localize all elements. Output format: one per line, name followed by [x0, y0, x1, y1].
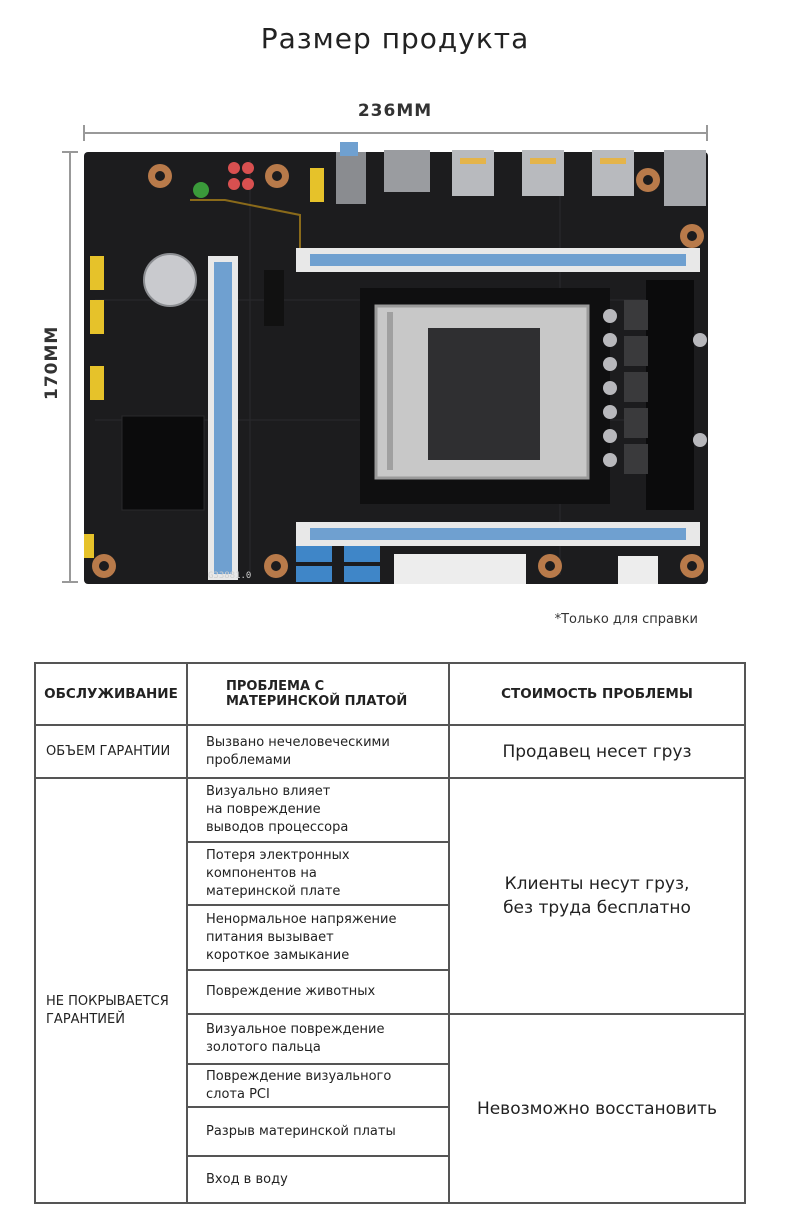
issue-item: Повреждение животных: [187, 970, 449, 1014]
ram-slot-bottom: [296, 522, 700, 546]
issue-item: Визуально влияет на повреждение выводов процессора: [187, 778, 449, 842]
issue-item: Ненормальное напряжение питания вызывает короткое замыкание: [187, 905, 449, 970]
cpu-socket: [360, 288, 610, 504]
chipset-heatsink: [122, 416, 204, 510]
cmos-battery: [144, 254, 196, 306]
width-dimension-label: 236MM: [357, 101, 433, 121]
cost-unrecoverable: Невозможно восстановить: [449, 1014, 745, 1203]
cpu-power-connector: [618, 556, 658, 584]
issue-item: Вход в воду: [187, 1156, 449, 1203]
warranty-table: [34, 662, 746, 1204]
issue-item: Визуальное повреждение золотого пальца: [187, 1014, 449, 1064]
issue-item: Разрыв материнской платы: [187, 1107, 449, 1156]
width-dimension-line: [84, 125, 707, 141]
height-dimension-label: 170MM: [42, 325, 62, 400]
not-covered-label: НЕ ПОКРЫВАЕТСЯ ГАРАНТИЕЙ: [35, 778, 187, 1203]
height-dimension-line: [62, 152, 78, 582]
atx-power-connector: [394, 554, 526, 584]
warranty-issue: Вызвано нечеловеческими проблемами: [187, 725, 449, 778]
ram-slot-top: [296, 248, 700, 272]
issue-item: Потеря электронных компонентов на материнской плате: [187, 842, 449, 905]
issue-item: Повреждение визуального слота PCI: [187, 1064, 449, 1107]
cost-customer-bears: Клиенты несут груз, без труда бесплатно: [449, 778, 745, 1014]
warranty-cost: Продавец несет груз: [449, 725, 745, 778]
warranty-scope: ОБЪЕМ ГАРАНТИИ: [35, 725, 187, 778]
page-title: Размер продукта: [260, 22, 530, 55]
reference-note: *Только для справки: [554, 612, 698, 627]
header-cost: СТОИМОСТЬ ПРОБЛЕМЫ: [449, 663, 745, 725]
board-model-label: G33881.0: [208, 571, 252, 581]
header-service: ОБСЛУЖИВАНИЕ: [35, 663, 187, 725]
header-problem: ПРОБЛЕМА С МАТЕРИНСКОЙ ПЛАТОЙ: [187, 663, 449, 725]
